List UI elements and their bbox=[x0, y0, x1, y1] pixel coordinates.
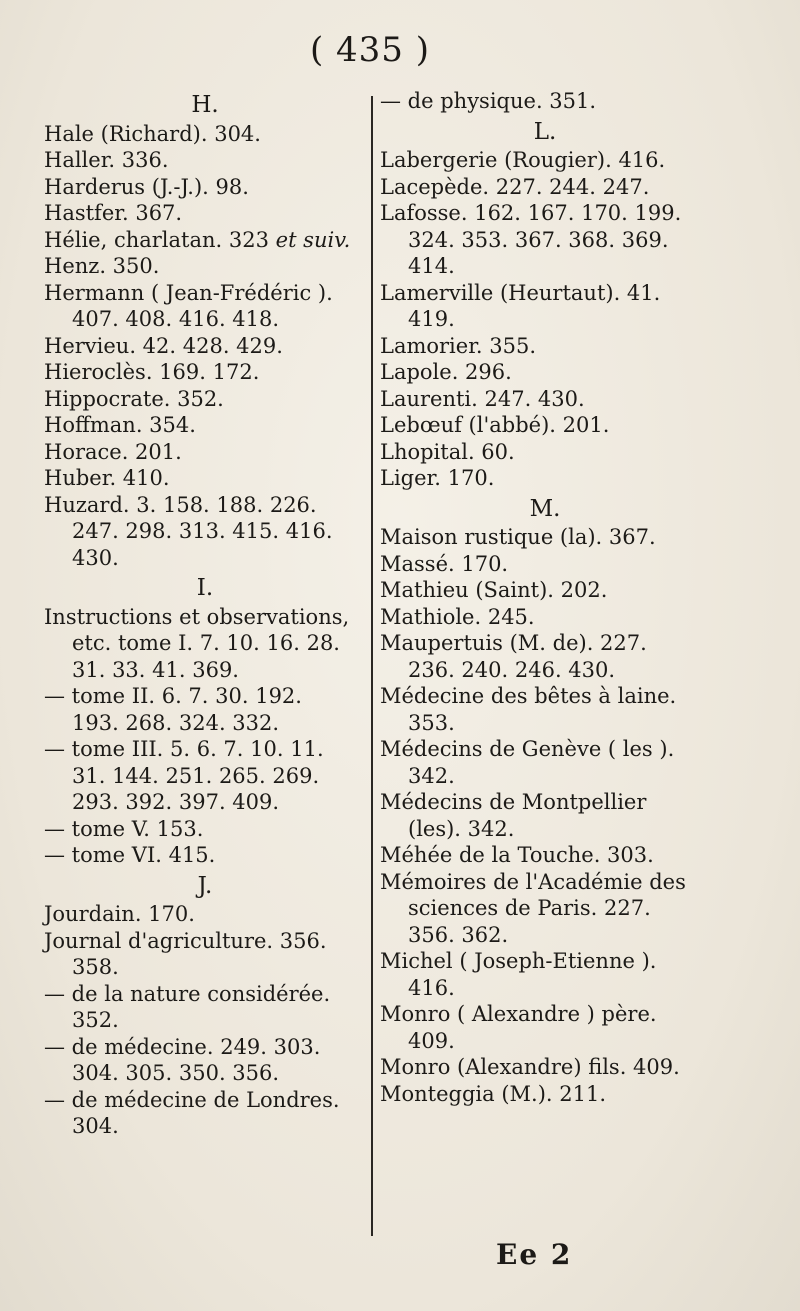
heading-text: M. bbox=[529, 495, 561, 522]
index-entry bbox=[44, 981, 366, 1034]
section-letter-heading bbox=[380, 492, 710, 525]
index-entry bbox=[44, 253, 366, 280]
index-entry-line: 414. bbox=[408, 254, 455, 278]
index-entry-line: Méhée de la Touche. 303. bbox=[380, 843, 654, 867]
index-entry-line: Mathieu (Saint). 202. bbox=[380, 578, 608, 602]
index-entry bbox=[44, 147, 366, 174]
index-entry-line: — de médecine. 249. 303. bbox=[44, 1034, 321, 1059]
index-entry bbox=[380, 604, 710, 631]
index-entry bbox=[380, 683, 710, 736]
index-entry bbox=[44, 386, 366, 413]
index-entry-line: Harderus (J.-J.). 98. bbox=[44, 174, 249, 199]
index-entry-line: Massé. 170. bbox=[380, 551, 509, 576]
index-entry-line: 356. 362. bbox=[408, 922, 509, 947]
index-entry bbox=[44, 465, 366, 492]
index-entry-line: 31. 144. 251. 265. 269. bbox=[72, 763, 320, 788]
index-entry-line: Monro (Alexandre) fils. 409. bbox=[380, 1055, 680, 1079]
index-entry-line: Lamerville (Heurtaut). 41. bbox=[380, 280, 661, 305]
index-entry bbox=[44, 683, 366, 736]
index-entry bbox=[380, 147, 710, 174]
index-entry-line: Médecine des bêtes à laine. bbox=[380, 684, 677, 708]
index-column-right bbox=[380, 88, 710, 1107]
index-entry-line: Hieroclès. 169. 172. bbox=[44, 360, 260, 384]
index-entry-line: Laurenti. 247. 430. bbox=[380, 386, 585, 411]
index-entry-line: Lebœuf (l'abbé). 201. bbox=[380, 413, 610, 437]
index-entry-line: Hervieu. 42. 428. 429. bbox=[44, 333, 283, 358]
index-entry-line: Lhopital. 60. bbox=[380, 439, 515, 464]
index-entry-line: Maison rustique (la). 367. bbox=[380, 525, 656, 549]
index-entry-line: 293. 392. 397. 409. bbox=[72, 790, 280, 814]
index-entry bbox=[44, 816, 366, 843]
section-letter-heading bbox=[380, 115, 710, 148]
index-entry-line: 352. bbox=[72, 1008, 119, 1032]
index-entry-line: — tome VI. 415. bbox=[44, 843, 216, 867]
index-entry bbox=[44, 412, 366, 439]
index-entry-line: sciences de Paris. 227. bbox=[408, 896, 651, 920]
index-entry bbox=[380, 88, 710, 115]
heading-text: H. bbox=[191, 92, 219, 118]
column-divider bbox=[371, 96, 373, 1236]
index-entry-line: 304. bbox=[72, 1114, 119, 1138]
index-entry-line: Hoffman. 354. bbox=[44, 413, 196, 437]
index-entry bbox=[380, 174, 710, 201]
index-entry bbox=[380, 412, 710, 439]
index-entry-line: Lafosse. 162. 167. 170. 199. bbox=[380, 201, 682, 225]
index-entry-line: 324. 353. 367. 368. 369. bbox=[408, 227, 669, 252]
index-entry bbox=[44, 121, 366, 148]
index-entry bbox=[44, 1087, 366, 1140]
index-entry-line: 430. bbox=[72, 545, 119, 570]
index-entry bbox=[380, 551, 710, 578]
index-entry-line: 353. bbox=[408, 710, 455, 735]
index-entry-line: Hastfer. 367. bbox=[44, 201, 183, 225]
index-entry-line: 236. 240. 246. 430. bbox=[408, 657, 616, 682]
index-entry-line: 247. 298. 313. 415. 416. bbox=[72, 519, 333, 543]
index-entry-line: — de la nature considérée. bbox=[44, 981, 331, 1006]
index-entry bbox=[380, 333, 710, 360]
heading-text: I. bbox=[196, 575, 214, 601]
index-entry bbox=[44, 928, 366, 981]
index-entry bbox=[380, 1054, 710, 1081]
index-entry-line: Liger. 170. bbox=[380, 466, 495, 490]
section-letter-heading bbox=[44, 869, 366, 902]
index-entry-line: 409. bbox=[408, 1028, 455, 1053]
index-entry-line: — tome III. 5. 6. 7. 10. 11. bbox=[44, 737, 324, 761]
index-entry bbox=[380, 948, 710, 1001]
index-entry-line: Lapole. 296. bbox=[380, 360, 512, 384]
index-entry-line: 342. bbox=[408, 763, 455, 788]
heading-text: L. bbox=[533, 118, 557, 145]
index-entry-line: Huzard. 3. 158. 188. 226. bbox=[44, 492, 317, 517]
index-entry bbox=[380, 439, 710, 466]
index-entry bbox=[44, 842, 366, 869]
signature-mark: Ee 2 bbox=[496, 1238, 573, 1271]
index-entry-line: Labergerie (Rougier). 416. bbox=[380, 148, 666, 172]
index-entry-line: Lacepède. 227. 244. 247. bbox=[380, 174, 650, 199]
index-entry bbox=[44, 280, 366, 333]
index-entry bbox=[44, 227, 366, 254]
index-entry bbox=[380, 630, 710, 683]
index-entry-line: 304. 305. 350. 356. bbox=[72, 1061, 280, 1085]
index-entry-line: 193. 268. 324. 332. bbox=[72, 710, 280, 735]
index-entry bbox=[380, 842, 710, 869]
index-entry bbox=[44, 174, 366, 201]
index-entry bbox=[44, 736, 366, 816]
index-entry bbox=[44, 1034, 366, 1087]
index-entry bbox=[380, 1001, 710, 1054]
index-entry-line: — tome II. 6. 7. 30. 192. bbox=[44, 684, 302, 708]
section-letter-heading bbox=[44, 88, 366, 121]
index-entry-line: 31. 33. 41. 369. bbox=[72, 657, 239, 682]
heading-text: J. bbox=[197, 872, 213, 899]
index-entry bbox=[380, 869, 710, 949]
index-entry-line: — de médecine de Londres. bbox=[44, 1087, 340, 1112]
index-entry bbox=[380, 465, 710, 492]
section-letter-heading bbox=[44, 571, 366, 604]
index-entry-line: 416. bbox=[408, 975, 455, 1000]
index-entry-line: Horace. 201. bbox=[44, 439, 182, 464]
index-entry-line: Hippocrate. 352. bbox=[44, 386, 224, 411]
index-entry-line: Maupertuis (M. de). 227. bbox=[380, 631, 647, 655]
index-entry-line: Michel ( Joseph-Etienne ). bbox=[380, 949, 657, 973]
index-entry-line: Hélie, charlatan. 323 et suiv. bbox=[44, 227, 351, 252]
index-entry-line: 407. 408. 416. 418. bbox=[72, 307, 280, 331]
index-entry bbox=[380, 736, 710, 789]
index-entry-line: 419. bbox=[408, 307, 455, 331]
index-entry-line: Journal d'agriculture. 356. bbox=[44, 928, 327, 953]
index-entry bbox=[380, 200, 710, 280]
index-entry-line: Hermann ( Jean-Frédéric ). bbox=[44, 280, 333, 305]
page-number: ( 435 ) bbox=[309, 30, 431, 70]
index-entry-line: Instructions et observations, bbox=[44, 604, 350, 629]
index-entry-line: Mémoires de l'Académie des bbox=[380, 869, 686, 894]
index-entry-line: Monteggia (M.). 211. bbox=[380, 1081, 607, 1106]
index-entry-line: 358. bbox=[72, 955, 119, 979]
index-entry-line: Huber. 410. bbox=[44, 466, 170, 490]
index-entry-line: (les). 342. bbox=[408, 816, 515, 841]
index-entry-line: — de physique. 351. bbox=[380, 89, 597, 113]
index-entry-line: Monro ( Alexandre ) père. bbox=[380, 1002, 657, 1026]
index-entry-line: Lamorier. 355. bbox=[380, 333, 537, 358]
index-entry bbox=[44, 492, 366, 572]
index-entry bbox=[380, 386, 710, 413]
index-entry bbox=[44, 901, 366, 928]
index-entry bbox=[44, 604, 366, 684]
index-column-left bbox=[44, 88, 366, 1140]
index-entry-line: — tome V. 153. bbox=[44, 816, 204, 841]
index-entry-line: Médecins de Montpellier bbox=[380, 790, 647, 814]
index-entry-line: Henz. 350. bbox=[44, 254, 160, 278]
index-entry bbox=[380, 789, 710, 842]
index-entry-line: Hale (Richard). 304. bbox=[44, 121, 261, 146]
index-entry-line: etc. tome I. 7. 10. 16. 28. bbox=[72, 631, 340, 655]
index-entry bbox=[380, 524, 710, 551]
index-entry bbox=[380, 1081, 710, 1108]
index-entry bbox=[380, 577, 710, 604]
index-entry bbox=[44, 200, 366, 227]
index-entry bbox=[44, 439, 366, 466]
index-entry bbox=[44, 333, 366, 360]
index-entry-line: Mathiole. 245. bbox=[380, 604, 535, 629]
index-entry bbox=[380, 280, 710, 333]
index-entry-line: Haller. 336. bbox=[44, 148, 169, 172]
index-entry-line: Jourdain. 170. bbox=[44, 902, 195, 926]
index-entry bbox=[380, 359, 710, 386]
index-entry-line: Médecins de Genève ( les ). bbox=[380, 737, 675, 761]
index-entry bbox=[44, 359, 366, 386]
